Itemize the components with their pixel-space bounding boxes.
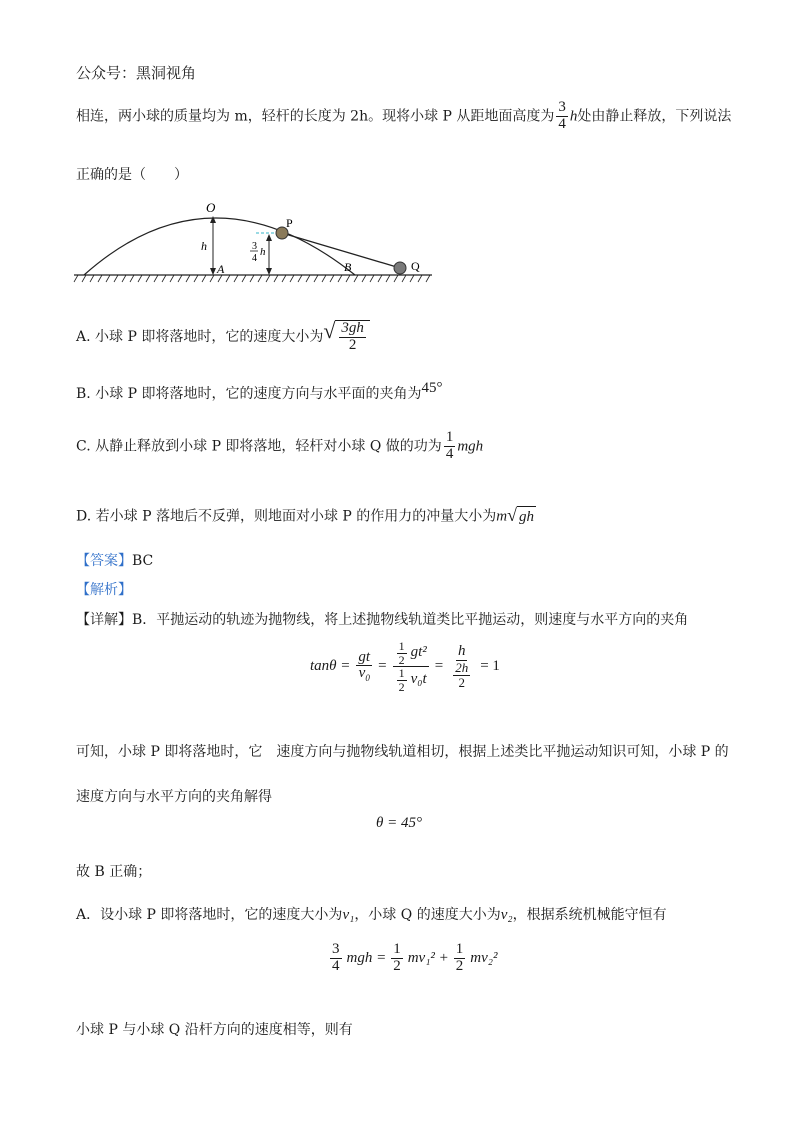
intro-part2: 处由静止释放，下列说法 (577, 108, 732, 125)
option-b (76, 380, 443, 404)
label-o: O (206, 200, 216, 215)
intro-part1: 相连，两小球的质量均为 m，轻杆的长度为 2h。现将小球 P 从距地面高度为 (76, 108, 555, 125)
label-frac-h: h (260, 246, 266, 258)
detail-tag: 【详解】 (76, 612, 132, 628)
option-c-text: C. 从静止释放到小球 P 即将落地，轻杆对小球 Q 做的功为 (76, 438, 442, 455)
option-c-den: 4 (445, 445, 454, 462)
intro-h: h (569, 108, 578, 125)
answer-line (76, 551, 153, 571)
eq1-frac2: $\frac{1}{2}$ gt² $\frac{1}{2}$ v₀t (393, 640, 429, 693)
detail-line1 (76, 610, 688, 630)
label-q: Q (411, 259, 420, 273)
eq1-frac3: $\frac{h}{\frac{2h}{2}}$ (455, 643, 469, 690)
label-p: P (286, 216, 293, 230)
option-d-m: m (496, 508, 508, 525)
eq1-rhs: = 1 (480, 658, 500, 675)
label-b: B (344, 260, 352, 274)
option-a-sqrt: √ $\frac{3gh}{2}$ (323, 320, 370, 354)
option-d-under: gh (517, 506, 536, 527)
intro-frac-num: 3 (558, 99, 566, 115)
eq1-frac1 (356, 650, 372, 684)
label-frac-den: 4 (252, 253, 257, 264)
ball-q (394, 262, 406, 274)
option-a-text: A. 小球 P 即将落地时，它的速度大小为 (76, 328, 324, 345)
option-c-num: 1 (445, 429, 454, 445)
intro-fraction (556, 100, 568, 133)
equation-tan: tanθ = $\frac{gt}{v_0}$ = $\frac{1}{2}$ gt² $\frac{1}{2}$ v₀t = $\frac{h}{\frac{2h}{2}}$ = 1 (310, 639, 500, 694)
answer-value: BC (132, 553, 154, 569)
watermark: 公众号：黑洞视角 (76, 64, 197, 82)
physics-figure (70, 198, 440, 290)
option-d (76, 506, 536, 527)
option-c-tail: mgh (457, 438, 484, 455)
option-d-sqrt: √ gh (507, 505, 534, 525)
eq1-lhs: tanθ = (310, 658, 351, 675)
v2-symbol: v₂ (500, 907, 513, 923)
label-frac-num: 3 (252, 241, 257, 252)
eq1-f1-num: gt (358, 648, 371, 665)
detail-line5: A．设小球 P 即将落地时，它的速度大小为v₁，小球 Q 的速度大小为v₂，根据系统机械能守恒有 (76, 907, 667, 923)
analysis-tag: 【解析】 (76, 582, 132, 598)
option-a-den: 2 (348, 336, 357, 353)
ground-hatch (74, 275, 430, 282)
question-intro-line2: 正确的是（ ） (76, 167, 188, 183)
label-a: A (217, 262, 225, 276)
option-a-num: 3gh (341, 320, 364, 336)
rod-line (282, 233, 400, 268)
option-b-value: 45° (421, 380, 443, 396)
detail-line6: 小球 P 与小球 Q 沿杆方向的速度相等，则有 (76, 1022, 353, 1038)
option-d-text: D. 若小球 P 落地后不反弹，则地面对小球 P 的作用力的冲量大小为 (76, 508, 497, 525)
detail-line3: 速度方向与水平方向的夹角解得 (76, 789, 272, 805)
detail-line4: 故 B 正确； (76, 864, 152, 880)
option-c-frac (444, 430, 456, 463)
question-intro (76, 100, 731, 133)
answer-tag: 【答案】 (76, 553, 132, 569)
equation-theta: θ = 45° (376, 815, 422, 831)
option-c (76, 430, 483, 463)
option-b-text: B. 小球 P 即将落地时，它的速度方向与水平面的夹角为 (76, 386, 422, 402)
v1-symbol: v₁ (342, 907, 355, 923)
option-a (76, 320, 370, 354)
detail-text1: B．平抛运动的轨迹为抛物线，将上述抛物线轨道类比平抛运动，则速度与水平方向的夹角 (132, 612, 689, 628)
equation-energy: $\frac{3}{4}$ mgh = $\frac{1}{2}$ mv₁² + $\frac{1}{2}$ mv₂² (332, 941, 498, 974)
intro-frac-den: 4 (558, 115, 566, 132)
label-h: h (201, 239, 207, 253)
eq1-equals: = (378, 658, 387, 675)
detail-line2: 可知，小球 P 即将落地时，它 速度方向与抛物线轨道相切，根据上述类比平抛运动知识可知，小球 P 的 (76, 744, 729, 760)
eq1-f1-den: $v_0$ (358, 665, 370, 684)
